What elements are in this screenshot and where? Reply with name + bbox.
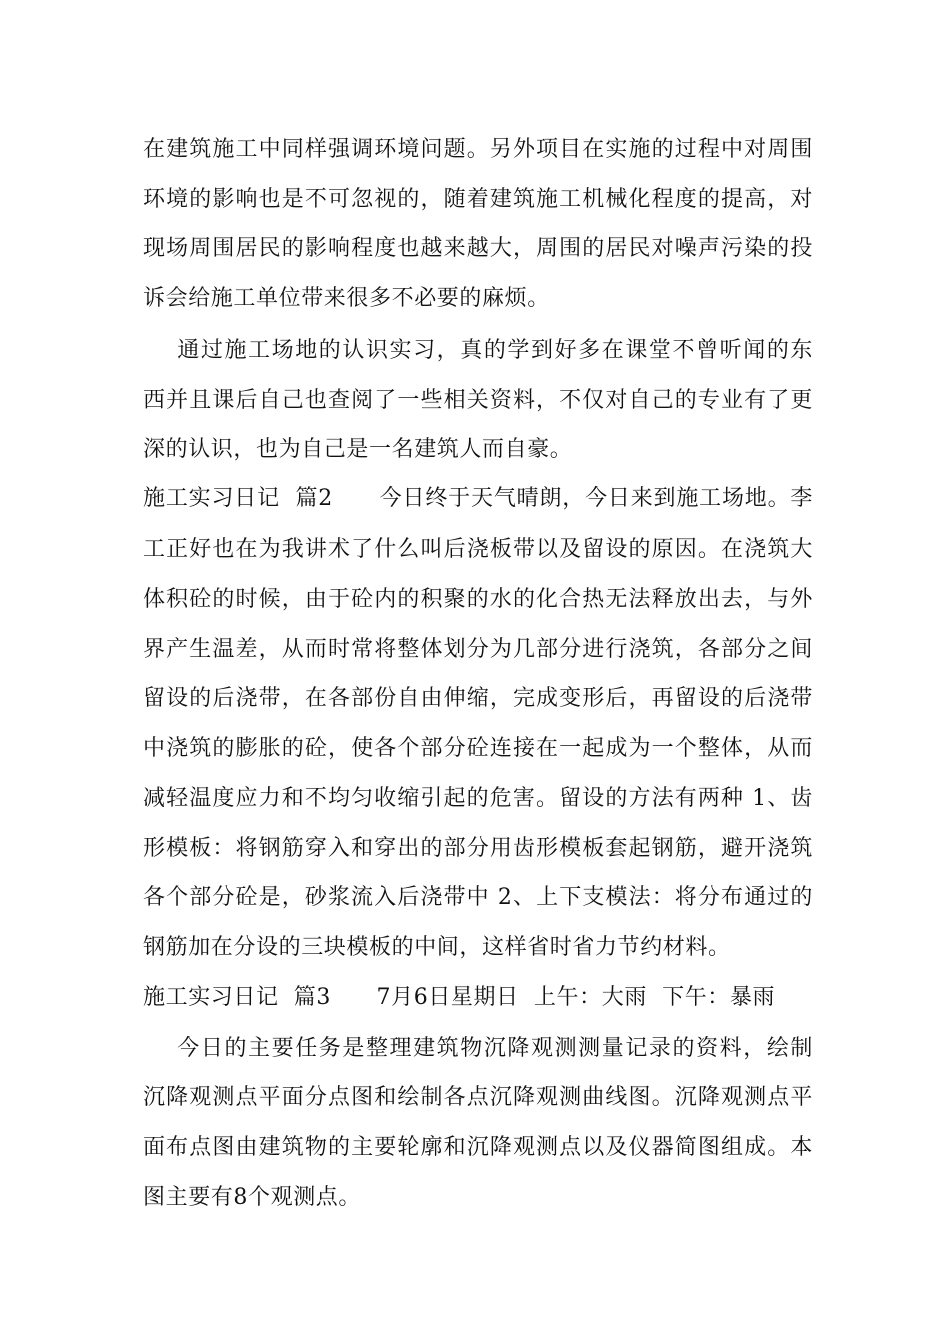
text-line: 深的认识，也为自己是一名建筑人而自豪。 <box>143 437 573 462</box>
text-line: 环境的影响也是不可忽视的，随着建筑施工机械化程度的提高，对 <box>143 187 813 212</box>
text-line: 图主要有8个观测点。 <box>143 1185 361 1210</box>
text-line: 沉降观测点平面分点图和绘制各点沉降观测曲线图。沉降观测点平 <box>143 1085 813 1110</box>
diary-entry-heading-2: 施工实习日记 篇2 今日终于天气晴朗，今日来到施工场地。李 <box>143 486 813 511</box>
text-line: 形模板：将钢筋穿入和穿出的部分用齿形模板套起钢筋，避开浇筑 <box>143 836 813 861</box>
text-line: 在建筑施工中同样强调环境问题。另外项目在实施的过程中对周围 <box>143 137 813 162</box>
text-line: 现场周围居民的影响程度也越来越大，周围的居民对噪声污染的投 <box>143 236 813 261</box>
text-line: 面布点图由建筑物的主要轮廓和沉降观测点以及仪器简图组成。本 <box>143 1135 813 1160</box>
text-line: 钢筋加在分设的三块模板的中间，这样省时省力节约材料。 <box>143 935 731 960</box>
diary-entry-heading-3: 施工实习日记 篇3 7月6日星期日 上午：大雨 下午：暴雨 <box>143 985 776 1010</box>
text-line: 各个部分砼是，砂浆流入后浇带中 2、上下支模法：将分布通过的 <box>143 885 813 910</box>
text-line: 体积砼的时候，由于砼内的积聚的水的化合热无法释放出去，与外 <box>143 587 813 612</box>
text-line: 留设的后浇带，在各部份自由伸缩，完成变形后，再留设的后浇带 <box>143 686 813 711</box>
text-line: 通过施工场地的认识实习，真的学到好多在课堂不曾听闻的东 <box>143 338 813 363</box>
text-line: 工正好也在为我讲术了什么叫后浇板带以及留设的原因。在浇筑大 <box>143 537 813 562</box>
text-line: 诉会给施工单位带来很多不必要的麻烦。 <box>143 286 550 311</box>
text-line: 界产生温差，从而时常将整体划分为几部分进行浇筑，各部分之间 <box>143 637 813 662</box>
text-line: 西并且课后自己也查阅了一些相关资料，不仅对自己的专业有了更 <box>143 388 813 413</box>
text-line: 减轻温度应力和不均匀收缩引起的危害。留设的方法有两种 1、齿 <box>143 786 813 811</box>
text-line: 今日的主要任务是整理建筑物沉降观测测量记录的资料，绘制 <box>143 1036 813 1061</box>
text-line: 中浇筑的膨胀的砼，使各个部分砼连接在一起成为一个整体，从而 <box>143 736 813 761</box>
